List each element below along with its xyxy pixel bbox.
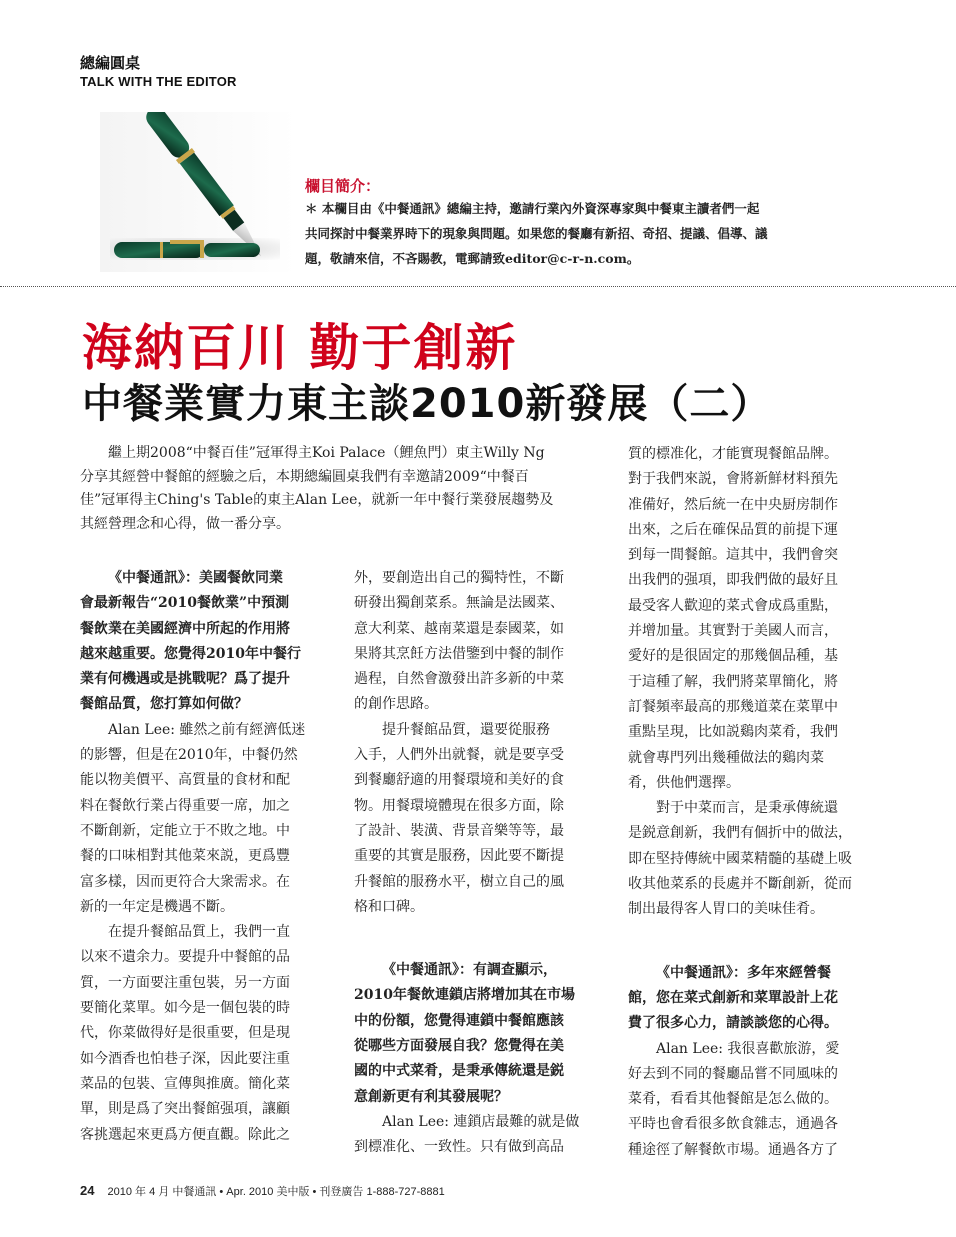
question-line: 中的份額，您覺得連鎖中餐館應該 xyxy=(354,1012,564,1029)
answer-line: 并增加量。其實對于美國人而言， xyxy=(628,623,838,640)
question-line: 業有何機遇或是挑戰呢？爲了提升 xyxy=(80,671,290,688)
question-line: 《中餐通訊》：美國餐飲同業 xyxy=(108,570,283,586)
answer-line: 果將其烹飪方法借鑒到中餐的制作 xyxy=(354,645,564,662)
answer-line: 富多樣，因而更符合大衆需求。在 xyxy=(80,873,290,890)
answer-line: 料在餐飲行業占得重要一席，加之 xyxy=(80,797,290,814)
question-line: 餐飲業在美國經濟中所起的作用將 xyxy=(80,620,290,637)
answer-line: 到每一間餐館。這其中，我們會突 xyxy=(628,547,838,564)
answer-line: 單，則是爲了突出餐館强項，讓顧 xyxy=(80,1101,290,1118)
answer-line: 收其他菜系的長處并不斷創新，從而 xyxy=(628,876,852,893)
answer-line: 菜肴，看看其他餐館是怎么做的。 xyxy=(628,1091,838,1108)
answer-line: 重要的其實是服務，因此要不斷提 xyxy=(354,848,564,865)
section-label-en: TALK WITH THE EDITOR xyxy=(80,74,237,89)
article-column-1 xyxy=(80,566,330,1148)
answer-line: 能以物美價平、高質量的食材和配 xyxy=(80,772,290,789)
question-line: 餐館品質，您打算如何做？ xyxy=(80,696,248,713)
answer-line: 就會專門列出幾種做法的鷄肉菜 xyxy=(628,749,824,766)
answer-line: 代，你菜做得好是很重要，但是現 xyxy=(80,1025,290,1042)
answer-line: Alan Lee: 雖然之前有經濟低迷 xyxy=(108,721,306,738)
answer-line: 愛好的是很固定的那幾個品種，基 xyxy=(628,648,838,665)
question-line: 《中餐通訊》：有調查顯示， xyxy=(382,962,557,979)
answer-line: 物。用餐環境體現在很多方面，除 xyxy=(354,797,564,814)
answer-line: 的影響，但是在2010年，中餐仍然 xyxy=(80,747,298,764)
answer-line: 客挑選起來更爲方便直觀。除此之 xyxy=(80,1126,290,1143)
answer-line: 質的標准化，才能實現餐館品牌。 xyxy=(628,446,838,462)
fountain-pen-icon xyxy=(100,112,300,272)
question-line: 越來越重要。您覺得2010年中餐行 xyxy=(80,645,301,662)
answer-line: 即在堅持傳統中國菜精髓的基礎上吸 xyxy=(628,850,852,867)
answer-line: 研發出獨創菜系。無論是法國菜、 xyxy=(354,595,564,612)
answer-line: 過程，自然會激發出許多新的中菜 xyxy=(354,671,564,688)
answer-line: 最受客人歡迎的菜式會成爲重點， xyxy=(628,597,838,614)
answer-line: 好去到不同的餐廳品嘗不同風味的 xyxy=(628,1065,838,1082)
answer-line: 菜品的包裝、宣傳與推廣。簡化菜 xyxy=(80,1075,290,1092)
answer-line: 到餐廳舒適的用餐環境和美好的食 xyxy=(354,772,564,789)
answer-line: 對于中菜而言，是秉承傳統還 xyxy=(656,800,838,817)
answer-line: 于這種了解，我們將菜單簡化，將 xyxy=(628,673,838,690)
paragraph-gap xyxy=(628,923,878,961)
lead-line: 佳”冠軍得主Ching's Table的東主Alan Lee，就新一年中餐行業發展趨勢及 xyxy=(80,492,554,508)
answer-line: 質，一方面要注重包裝，另一方面 xyxy=(80,974,290,991)
answer-line: 以來不遺余力。要提升中餐館的品 xyxy=(80,949,290,966)
answer-line: 的創作思路。 xyxy=(354,696,438,713)
intro-line: 題，敬請來信，不吝賜教，電郵請致editor@c-r-n.com。 xyxy=(305,251,640,266)
section-divider xyxy=(0,286,956,287)
answer-line: 不斷創新，定能立于不敗之地。中 xyxy=(80,822,290,839)
question-line: 會最新報告“2010餐飲業”中預測 xyxy=(80,595,290,612)
question-line: 從哪些方面發展自我？您覺得在美 xyxy=(354,1038,564,1055)
intro-line: 共同探討中餐業界時下的現象與問題。如果您的餐廳有新招、奇招、提議、倡導、議 xyxy=(305,226,768,241)
answer-line: 是鋭意創新，我們有個折中的做法， xyxy=(628,825,852,842)
page-footer xyxy=(80,1183,445,1199)
answer-line: 升餐館的服務水平，樹立自己的風 xyxy=(354,873,564,890)
question-line: 國的中式菜肴，是秉承傳統還是鋭 xyxy=(354,1063,564,1080)
lead-paragraph xyxy=(80,442,605,536)
answer-line: 外，要創造出自己的獨特性，不斷 xyxy=(354,570,564,586)
intro-body xyxy=(305,196,835,271)
footer-text: 2010 年 4 月 中餐通訊 • Apr. 2010 美中版 • 刊登廣告 1-888-727-8881 xyxy=(107,1186,445,1198)
article-column-3 xyxy=(628,442,878,1163)
answer-line: 制出最得客人胃口的美味佳肴。 xyxy=(628,901,824,918)
answer-line: 肴，供他們選擇。 xyxy=(628,774,740,791)
answer-line: 了設計、裝潢、背景音樂等等，最 xyxy=(354,822,564,839)
headline: 海納百川 勤于創新 xyxy=(82,319,518,377)
lead-line: 繼上期2008“中餐百佳”冠軍得主Koi Palace（鯉魚門）東主Willy Ng xyxy=(108,445,545,461)
answer-line: 在提升餐館品質上，我們一直 xyxy=(108,924,290,941)
answer-line: 格和口碑。 xyxy=(354,898,424,915)
question-line: 《中餐通訊》：多年來經營餐 xyxy=(656,964,831,981)
answer-line: 新的一年定是機遇不斷。 xyxy=(80,898,234,915)
question-line: 2010年餐飲連鎖店將增加其在市場 xyxy=(354,987,575,1004)
answer-line: 入手，人們外出就餐，就是要享受 xyxy=(354,747,564,764)
answer-line: Alan Lee: 我很喜歡旅游，愛 xyxy=(656,1040,840,1057)
answer-line: 重點呈現，比如説鷄肉菜肴，我們 xyxy=(628,724,838,741)
answer-line: 訂餐頻率最高的那幾道菜在菜單中 xyxy=(628,698,838,715)
intro-title: 欄目簡介： xyxy=(305,177,381,195)
answer-line: 出我們的强項，即我們做的最好且 xyxy=(628,572,838,589)
answer-line: 餐的口味相對其他菜來説，更爲豐 xyxy=(80,848,290,865)
answer-line: Alan Lee: 連鎖店最難的就是做 xyxy=(382,1113,580,1130)
paragraph-gap xyxy=(354,920,604,958)
question-line: 館，您在菜式創新和菜單設計上花 xyxy=(628,989,838,1006)
subheadline: 中餐業實力東主談2010新發展（二） xyxy=(82,381,772,427)
answer-line: 到標准化、一致性。只有做到高品 xyxy=(354,1139,564,1156)
answer-line: 意大利菜、越南菜還是泰國菜，如 xyxy=(354,620,564,637)
answer-line: 對于我們來説，會將新鮮材料預先 xyxy=(628,471,838,488)
question-line: 費了很多心力，請談談您的心得。 xyxy=(628,1015,838,1032)
page-number: 24 xyxy=(80,1183,95,1198)
answer-line: 准備好，然后統一在中央厨房制作 xyxy=(628,496,838,513)
answer-line: 提升餐館品質，還要從服務 xyxy=(382,721,550,738)
answer-line: 平時也會看很多飲食雜志，通過各 xyxy=(628,1116,838,1133)
lead-line: 分享其經營中餐館的經驗之后，本期總編圓桌我們有幸邀請2009“中餐百 xyxy=(80,468,529,485)
answer-line: 出來，之后在確保品質的前提下運 xyxy=(628,521,838,538)
lead-line: 其經營理念和心得，做一番分享。 xyxy=(80,515,290,532)
answer-line: 要簡化菜單。如今是一個包裝的時 xyxy=(80,1000,290,1017)
answer-line: 如今酒香也怕巷子深，因此要注重 xyxy=(80,1050,290,1067)
answer-line: 種途徑了解餐飲市場。通過各方了 xyxy=(628,1141,838,1158)
question-line: 意創新更有利其發展呢？ xyxy=(354,1088,508,1105)
intro-line: ＊ 本欄目由《中餐通訊》總編主持，邀請行業內外資深專家與中餐東主讀者們一起 xyxy=(305,201,760,216)
article-column-2 xyxy=(354,566,604,1161)
section-label-zh: 總編圓桌 xyxy=(80,54,141,72)
